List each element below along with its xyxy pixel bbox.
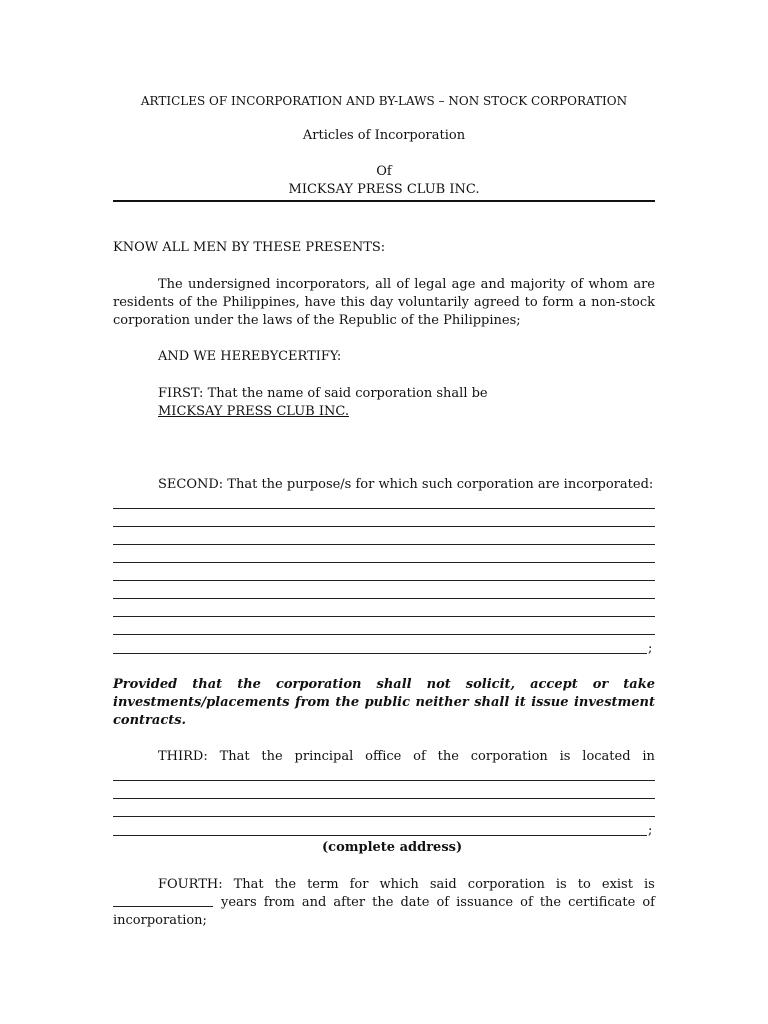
- third-word: principal: [294, 749, 354, 764]
- first-article-name: MICKSAY PRESS CLUB INC.: [158, 404, 349, 419]
- purpose-blank-line: [113, 653, 647, 654]
- address-semicolon: ;: [648, 823, 653, 838]
- document-title: Articles of Incorporation: [302, 128, 466, 143]
- first-article: FIRST: That the name of said corporation shall be: [158, 386, 488, 401]
- title-divider: [113, 200, 655, 202]
- fourth-word: is: [644, 877, 655, 892]
- fourth-word: exist: [601, 877, 633, 892]
- fourth-word: the: [274, 877, 297, 892]
- purpose-blank-line: [113, 580, 655, 581]
- fourth-cont-text: years from and after the date of issuance of the certificate of: [221, 895, 655, 910]
- fourth-word: corporation: [467, 877, 545, 892]
- purpose-blank-line: [113, 508, 655, 509]
- purpose-blank-line: [113, 526, 655, 527]
- fourth-word: which: [379, 877, 419, 892]
- document-header: ARTICLES OF INCORPORATION AND BY-LAWS – NON STOCK CORPORATION: [140, 94, 628, 108]
- third-word: office: [365, 749, 402, 764]
- purpose-semicolon: ;: [648, 641, 653, 656]
- fourth-word: said: [429, 877, 457, 892]
- third-word: located: [582, 749, 631, 764]
- fourth-word: is: [555, 877, 567, 892]
- third-word: in: [642, 749, 655, 764]
- second-article: SECOND: That the purpose/s for which such corporation are incorporated:: [158, 477, 654, 492]
- third-word: THIRD:: [158, 749, 208, 764]
- fourth-word: FOURTH:: [158, 877, 223, 892]
- address-blank-line: [113, 835, 647, 836]
- fourth-article: [158, 876, 655, 894]
- third-word: the: [437, 749, 459, 764]
- provided-clause: Provided that the corporation shall not solicit, accept or take investments/placements from the public neither shall it issue investment contracts.: [113, 677, 655, 728]
- purpose-blank-line: [113, 562, 655, 563]
- purpose-blank-line: [113, 616, 655, 617]
- fourth-article-years-line: [113, 894, 655, 912]
- intro-paragraph: The undersigned incorporators, all of legal age and majority of whom are residents of the Philippines, have this day voluntarily agreed to form a non-stock corporation under the laws of the Republic of the Philippines;: [113, 277, 655, 328]
- purpose-blank-line: [113, 598, 655, 599]
- know-all-heading: KNOW ALL MEN BY THESE PRESENTS:: [113, 240, 386, 255]
- purpose-blank-line: [113, 634, 655, 635]
- fourth-word: term: [307, 877, 339, 892]
- corporation-name: MICKSAY PRESS CLUB INC.: [288, 182, 480, 197]
- address-blank-line: [113, 780, 655, 781]
- third-word: the: [261, 749, 283, 764]
- purpose-blank-line: [113, 544, 655, 545]
- fourth-word: That: [233, 877, 264, 892]
- third-word: That: [219, 749, 250, 764]
- title-of: Of: [376, 164, 392, 179]
- third-word: is: [559, 749, 571, 764]
- third-word: corporation: [470, 749, 548, 764]
- fourth-word: to: [577, 877, 591, 892]
- fourth-word: for: [349, 877, 369, 892]
- certify-line: AND WE HEREBYCERTIFY:: [158, 349, 342, 364]
- years-blank: [113, 894, 213, 907]
- third-article: [158, 748, 655, 766]
- fourth-article-end: incorporation;: [113, 913, 207, 928]
- complete-address-label: (complete address): [322, 840, 463, 855]
- address-blank-line: [113, 816, 655, 817]
- third-word: of: [413, 749, 426, 764]
- address-blank-line: [113, 798, 655, 799]
